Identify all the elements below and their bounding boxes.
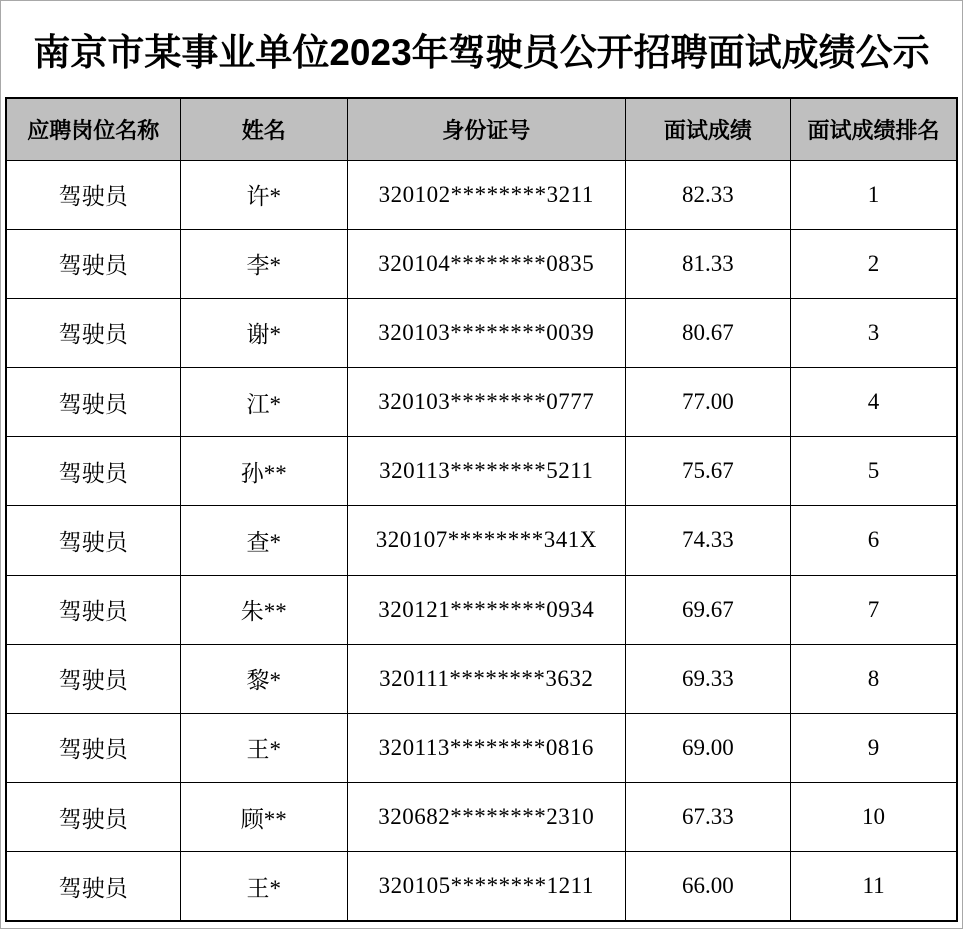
- table-row: [6, 298, 957, 367]
- table-cell: 320113********0816: [347, 713, 625, 782]
- table-row: [6, 852, 957, 921]
- table-cell: 驾驶员: [6, 713, 180, 782]
- header-row: [6, 98, 957, 160]
- table-cell: 朱**: [180, 575, 347, 644]
- table-cell: 查*: [180, 506, 347, 575]
- table-cell: 320113********5211: [347, 437, 625, 506]
- table-cell: 黎*: [180, 644, 347, 713]
- table-cell: 74.33: [625, 506, 790, 575]
- table-cell: 10: [791, 783, 957, 852]
- table-cell: 王*: [180, 852, 347, 921]
- table-cell: 7: [791, 575, 957, 644]
- table-cell: 320102********3211: [347, 160, 625, 229]
- table-cell: 320103********0777: [347, 368, 625, 437]
- table-row: [6, 713, 957, 782]
- table-cell: 2: [791, 229, 957, 298]
- table-cell: 驾驶员: [6, 506, 180, 575]
- table-cell: 320104********0835: [347, 229, 625, 298]
- table-cell: 驾驶员: [6, 160, 180, 229]
- table-cell: 77.00: [625, 368, 790, 437]
- results-table: [5, 97, 958, 922]
- table-cell: 4: [791, 368, 957, 437]
- table-cell: 67.33: [625, 783, 790, 852]
- table-cell: 李*: [180, 229, 347, 298]
- table-cell: 81.33: [625, 229, 790, 298]
- table-cell: 王*: [180, 713, 347, 782]
- table-container: [1, 97, 962, 928]
- table-cell: 1: [791, 160, 957, 229]
- table-cell: 驾驶员: [6, 368, 180, 437]
- table-cell: 驾驶员: [6, 575, 180, 644]
- table-row: [6, 229, 957, 298]
- table-row: [6, 575, 957, 644]
- table-cell: 驾驶员: [6, 437, 180, 506]
- table-cell: 80.67: [625, 298, 790, 367]
- table-cell: 8: [791, 644, 957, 713]
- table-cell: 320107********341X: [347, 506, 625, 575]
- table-cell: 11: [791, 852, 957, 921]
- table-cell: 孙**: [180, 437, 347, 506]
- table-cell: 5: [791, 437, 957, 506]
- column-header-id-number: 身份证号: [347, 98, 625, 160]
- column-header-score-rank: 面试成绩排名: [791, 98, 957, 160]
- table-cell: 66.00: [625, 852, 790, 921]
- table-cell: 驾驶员: [6, 298, 180, 367]
- table-cell: 69.00: [625, 713, 790, 782]
- table-cell: 69.33: [625, 644, 790, 713]
- table-cell: 3: [791, 298, 957, 367]
- table-cell: 驾驶员: [6, 644, 180, 713]
- table-body: [6, 160, 957, 921]
- table-cell: 320682********2310: [347, 783, 625, 852]
- table-row: [6, 644, 957, 713]
- table-cell: 9: [791, 713, 957, 782]
- table-cell: 许*: [180, 160, 347, 229]
- title-bar: [1, 1, 962, 97]
- table-cell: 320103********0039: [347, 298, 625, 367]
- column-header-position: 应聘岗位名称: [6, 98, 180, 160]
- table-row: [6, 160, 957, 229]
- column-header-name: 姓名: [180, 98, 347, 160]
- page-title: 南京市某事业单位2023年驾驶员公开招聘面试成绩公示: [33, 32, 930, 73]
- table-cell: 75.67: [625, 437, 790, 506]
- table-row: [6, 783, 957, 852]
- table-row: [6, 368, 957, 437]
- table-cell: 69.67: [625, 575, 790, 644]
- table-cell: 顾**: [180, 783, 347, 852]
- column-header-interview-score: 面试成绩: [625, 98, 790, 160]
- table-cell: 驾驶员: [6, 229, 180, 298]
- table-cell: 驾驶员: [6, 852, 180, 921]
- table-row: [6, 437, 957, 506]
- table-cell: 320111********3632: [347, 644, 625, 713]
- table-cell: 82.33: [625, 160, 790, 229]
- table-row: [6, 506, 957, 575]
- table-cell: 驾驶员: [6, 783, 180, 852]
- table-cell: 谢*: [180, 298, 347, 367]
- table-cell: 江*: [180, 368, 347, 437]
- table-cell: 320121********0934: [347, 575, 625, 644]
- table-header: [6, 98, 957, 160]
- table-cell: 320105********1211: [347, 852, 625, 921]
- table-cell: 6: [791, 506, 957, 575]
